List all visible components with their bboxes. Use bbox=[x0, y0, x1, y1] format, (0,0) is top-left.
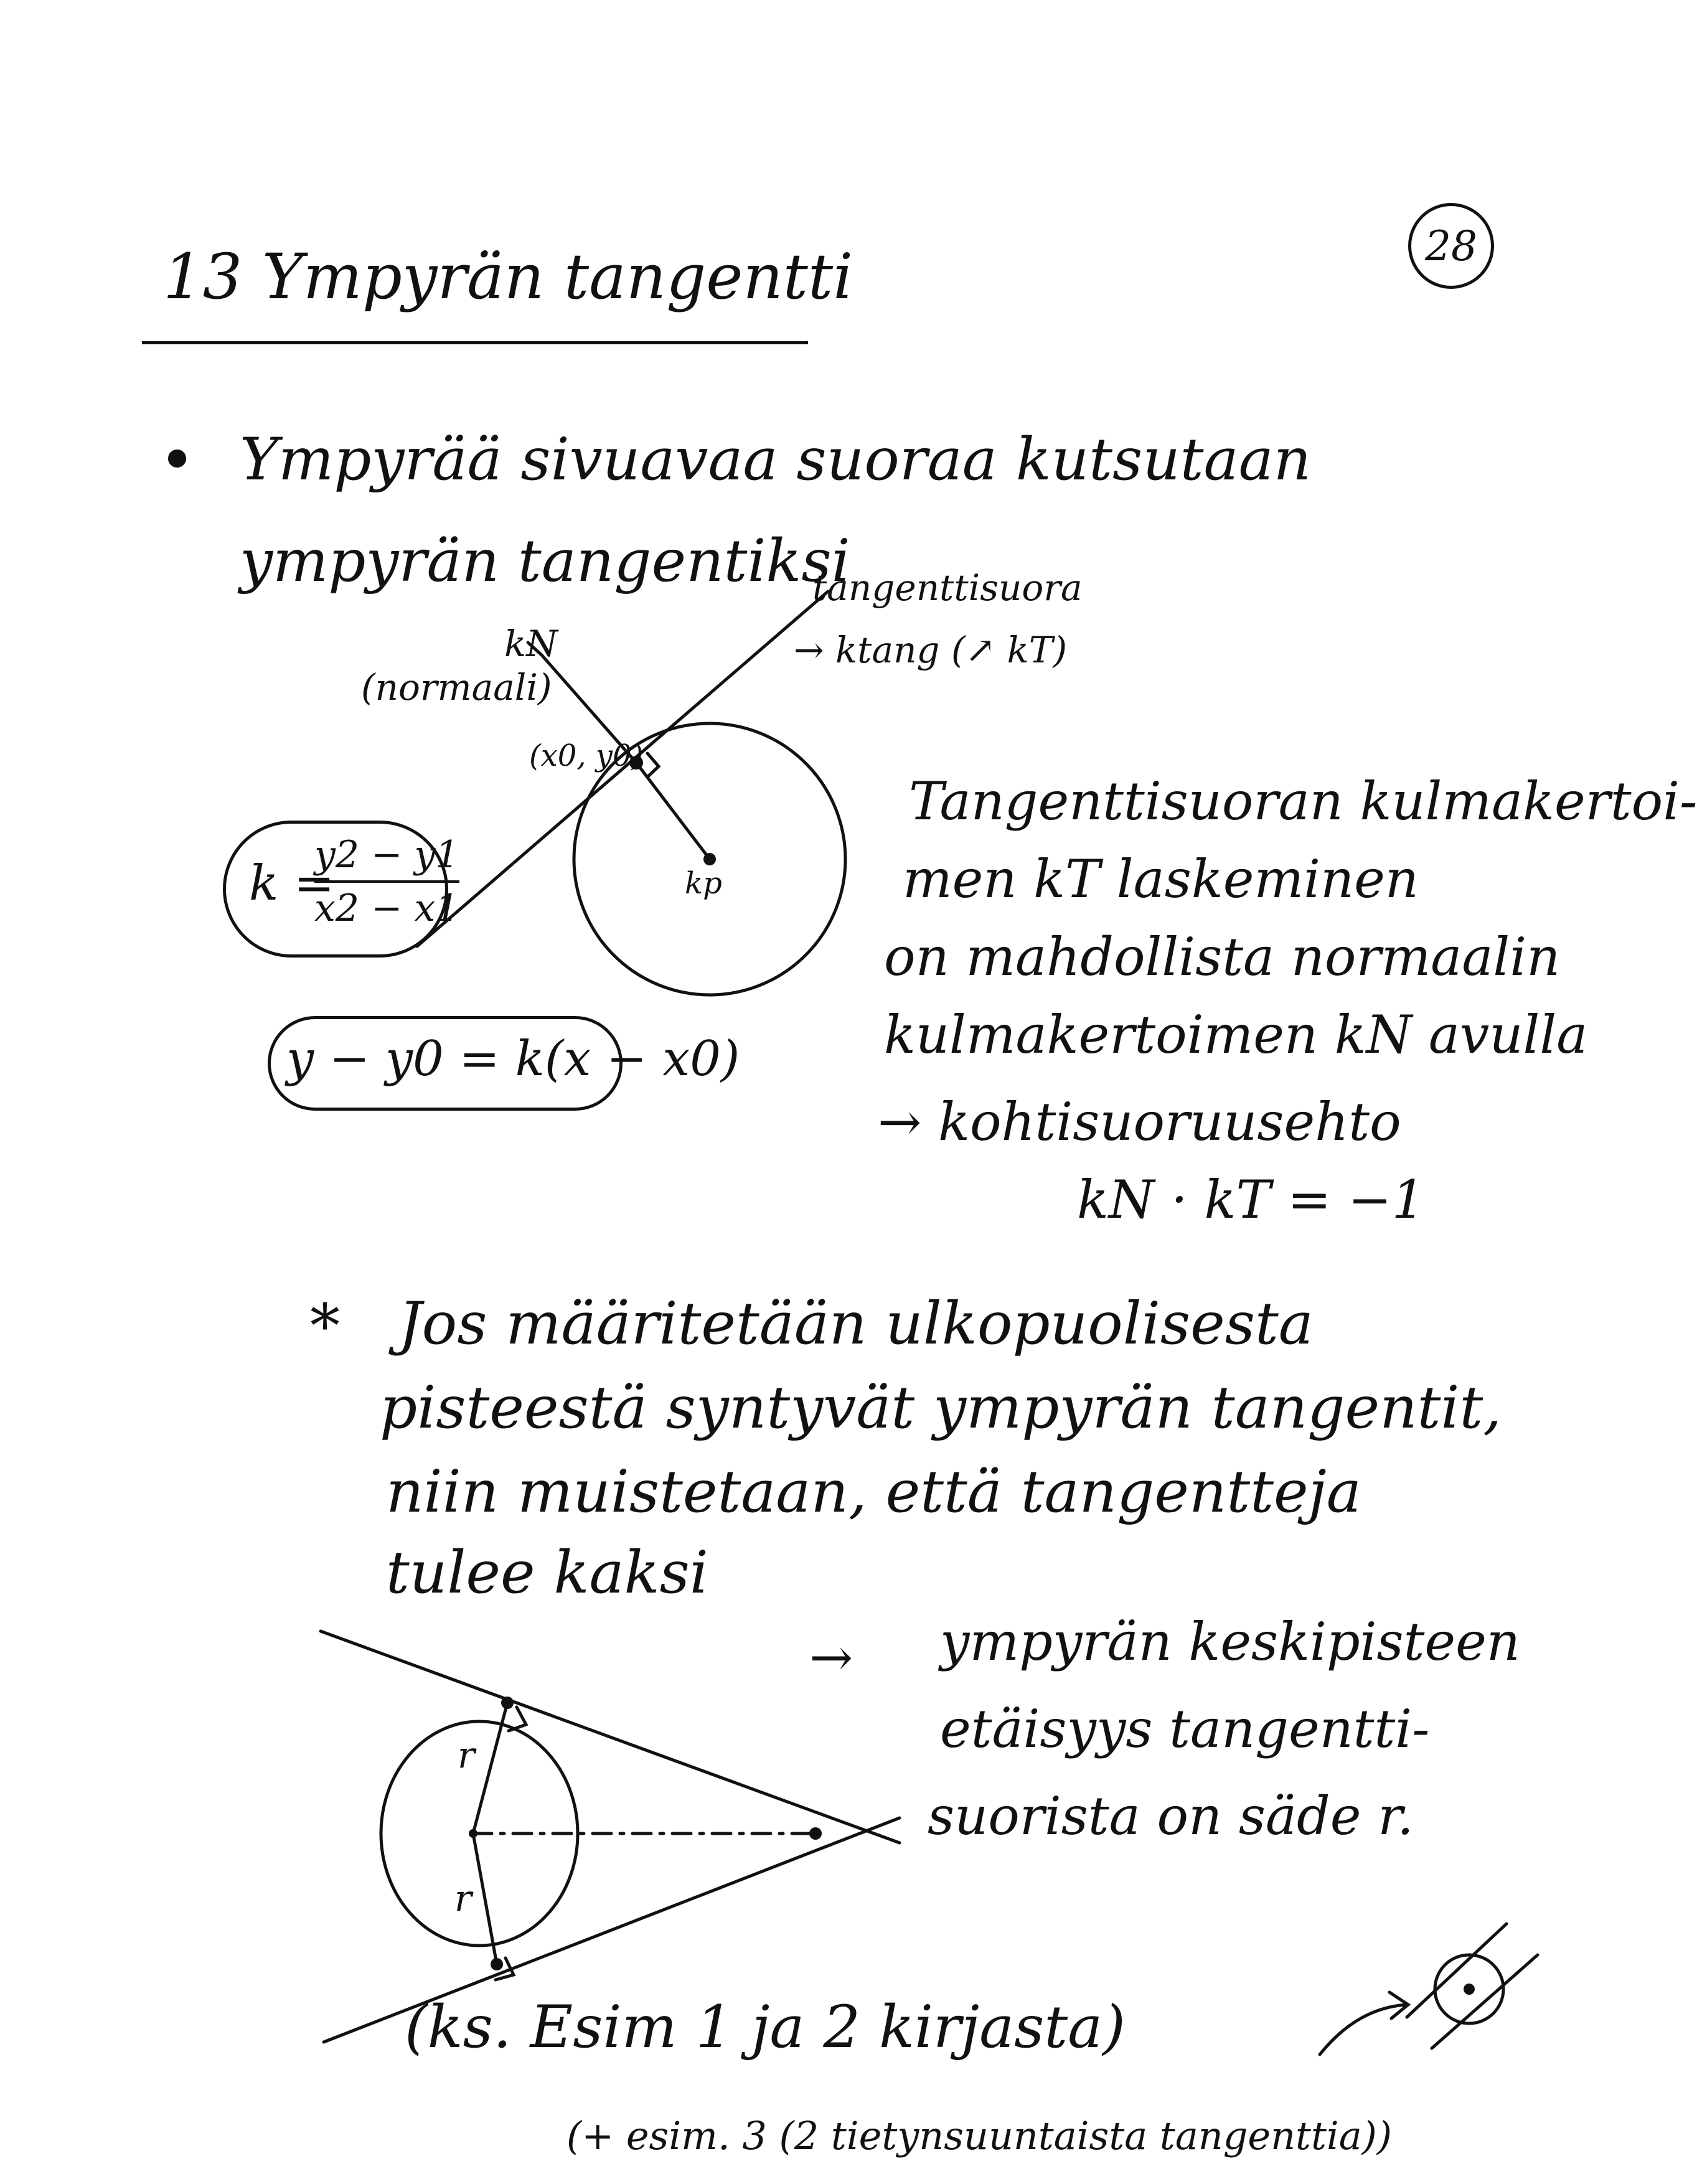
line-formula: y − y0 = k(x − x0) bbox=[286, 1031, 740, 1087]
explanation-line-1: Tangenttisuoran kulmakertoi- bbox=[909, 771, 1697, 832]
slope-formula-lhs: k = bbox=[249, 855, 335, 911]
explanation-line-5: → kohtisuoruusehto bbox=[878, 1091, 1401, 1152]
bullet-point: • bbox=[159, 424, 195, 497]
note-line-2: pisteestä syntyvät ympyrän tangentit, bbox=[380, 1374, 1502, 1442]
mini-arrow-curve bbox=[1320, 2005, 1407, 2055]
explanation-line-3: on mahdollista normaalin bbox=[884, 926, 1561, 987]
note-line-4: tulee kaksi bbox=[386, 1539, 708, 1607]
figure2-arrow: → bbox=[809, 1627, 853, 1688]
note-star: * bbox=[310, 1291, 340, 1361]
explanation-line-6: kN · kT = −1 bbox=[1077, 1169, 1426, 1230]
reference-line-2: (+ esim. 3 (2 tietynsuuntaista tangenttia)) bbox=[566, 2113, 1393, 2158]
page-title: 13 Ympyrän tangentti bbox=[163, 240, 853, 313]
tangent-line-label: tangenttisuora bbox=[812, 567, 1083, 609]
tangent-slope-label: → ktang (↗ kT) bbox=[794, 629, 1068, 671]
radius-label-upper: r bbox=[458, 1734, 475, 1776]
explanation-line-2: men kT laskeminen bbox=[903, 849, 1419, 910]
figure2-desc-line-1: ympyrän keskipisteen bbox=[940, 1611, 1520, 1672]
normal-label: (normaali) bbox=[361, 666, 552, 708]
slope-numerator: y2 − y1 bbox=[314, 833, 459, 877]
intro-line-1: Ympyrää sivuavaa suoraa kutsutaan bbox=[240, 426, 1312, 494]
mini-tangent-1 bbox=[1407, 1924, 1507, 2017]
mini-center-dot bbox=[1464, 1984, 1475, 1995]
slope-denominator: x2 − x1 bbox=[314, 887, 459, 930]
note-line-3: niin muistetaan, että tangentteja bbox=[386, 1458, 1361, 1526]
note-line-1: Jos määritetään ulkopuolisesta bbox=[398, 1290, 1314, 1358]
figure2-desc-line-2: etäisyys tangentti- bbox=[940, 1698, 1430, 1759]
intro-line-2: ympyrän tangentiksi bbox=[240, 527, 850, 595]
radius-label-lower: r bbox=[454, 1877, 472, 1919]
normal-slope-label: kN bbox=[504, 623, 558, 665]
center-label: kp bbox=[685, 866, 722, 901]
point-label: (x0, y0) bbox=[529, 738, 644, 773]
explanation-line-4: kulmakertoimen kN avulla bbox=[884, 1004, 1588, 1065]
page-number-text: 28 bbox=[1425, 222, 1477, 270]
mini-tangent-2 bbox=[1432, 1955, 1538, 2048]
figure2-desc-line-3: suorista on säde r. bbox=[928, 1786, 1414, 1847]
reference-line-1: (ks. Esim 1 ja 2 kirjasta) bbox=[405, 1993, 1126, 2061]
